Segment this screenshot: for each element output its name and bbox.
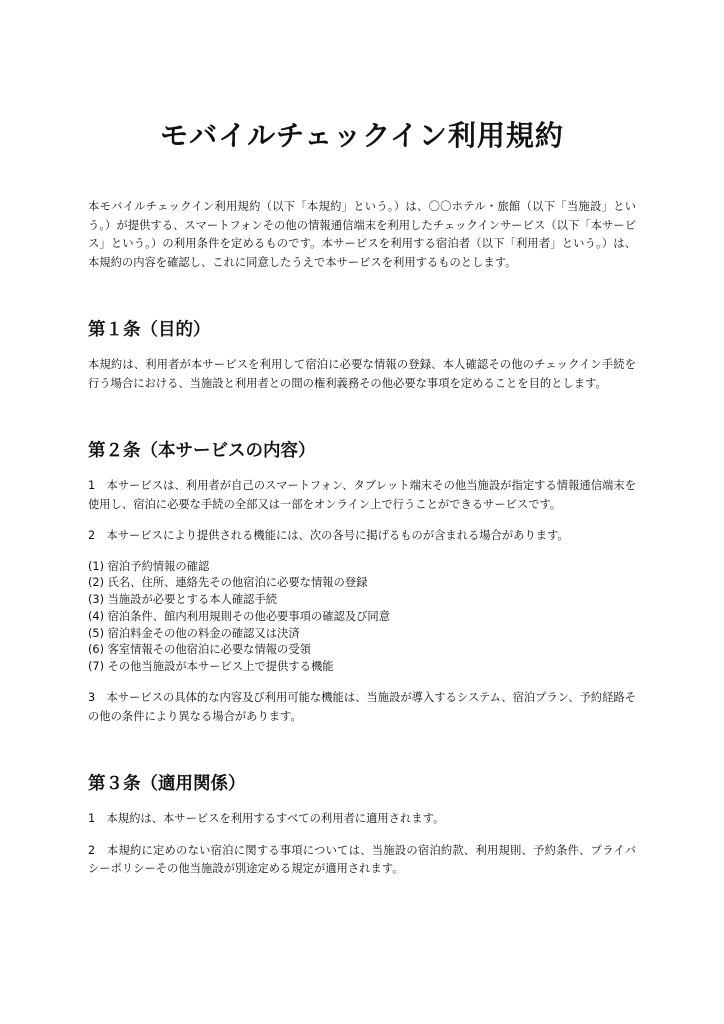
- list-item: (2) 氏名、住所、連絡先その他宿泊に必要な情報の登録: [88, 576, 368, 590]
- list-item: (4) 宿泊条件、館内利用規則その他必要事項の確認及び同意: [88, 609, 391, 623]
- list-item: (5) 宿泊料金その他の料金の確認又は決済: [88, 626, 300, 640]
- article-3-heading: 第３条（適用関係）: [88, 774, 246, 795]
- article-1-heading: 第１条（目的）: [88, 320, 211, 340]
- article-2-function-list: [88, 559, 636, 677]
- article-3: [88, 772, 636, 879]
- list-item: (6) 客室情報その他宿泊に必要な情報の受領: [88, 643, 311, 657]
- list-item: (3) 当施設が必要とする本人確認手続: [88, 593, 278, 607]
- article-3-paragraph-1: 1 本規約は、本サービスを利用するすべての利用者に適用されます。: [88, 812, 445, 826]
- article-1: [88, 318, 636, 393]
- intro-paragraph: 本モバイルチェックイン利用規約（以下「本規約」という。）は、〇〇ホテル・旅館（以下「当施設」という。）が提供する、スマートフォンその他の情報通信端末を利用したチェックインサービス（以下「本サービス」という。）の利用条件を定めるものです。本サービスを利用する宿泊者（以下「利用者」という。）は、本規約の内容を確認し、これに同意したうえで本サービスを利用するものとします。: [88, 200, 636, 269]
- article-2-paragraph-2: 2 本サービスにより提供される機能には、次の各号に掲げるものが含まれる場合があります。: [88, 529, 569, 542]
- article-2: [88, 439, 636, 726]
- document-title: モバイルチェックイン利用規約: [160, 119, 564, 152]
- article-2-paragraph-3: 3 本サービスの具体的な内容及び利用可能な機能は、当施設が導入するシステム、宿泊プラン、予約経路その他の条件により異なる場合があります。: [88, 691, 636, 723]
- article-1-paragraph-1: 本規約は、利用者が本サービスを利用して宿泊に必要な情報の登録、本人確認その他のチェックイン手続を行う場合における、当施設と利用者との間の権利義務その他必要な事項を定めることを目的とします。: [88, 358, 636, 390]
- article-3-paragraph-2: 2 本規約に定めのない宿泊に関する事項については、当施設の宿泊約款、利用規則、予約条件、プライバシーポリシーその他当施設が別途定める規定が適用されます。: [88, 843, 636, 876]
- list-item: (7) その他当施設が本サービス上で提供する機能: [88, 660, 334, 674]
- article-2-paragraph-1: 1 本サービスは、利用者が自己のスマートフォン、タブレット端末その他当施設が指定する情報通信端末を使用し、宿泊に必要な手続の全部又は一部をオンライン上で行うことができるサービスです。: [88, 479, 636, 511]
- list-item: (1) 宿泊予約情報の確認: [88, 559, 210, 573]
- article-2-heading: 第２条（本サービスの内容）: [88, 441, 316, 461]
